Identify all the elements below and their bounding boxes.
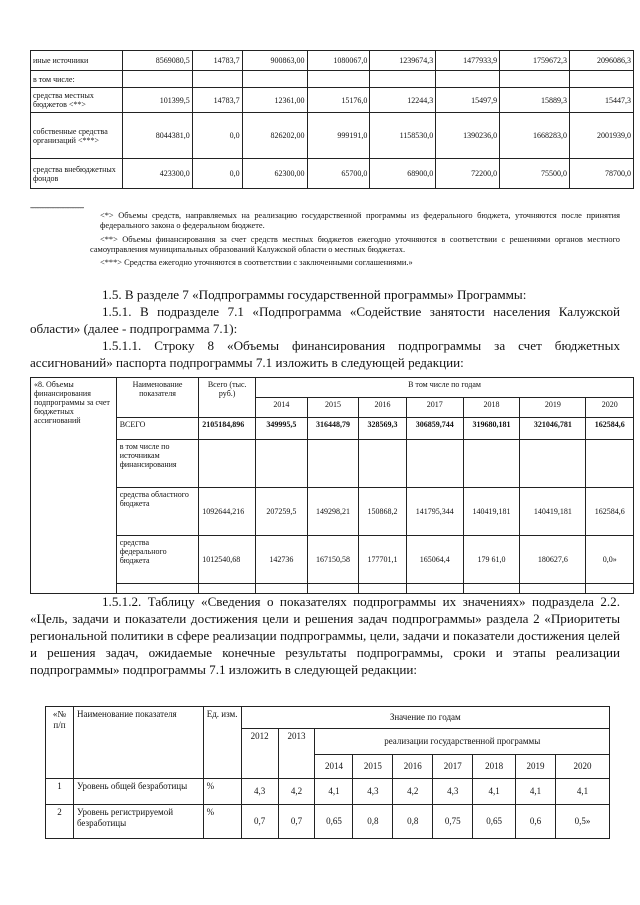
table-row xyxy=(31,536,634,584)
table-row xyxy=(46,805,610,839)
row-label: средства местных бюджетов <**> xyxy=(31,88,123,113)
table-cell: 101399,5 xyxy=(122,88,192,113)
year-header: 2020 xyxy=(556,755,610,779)
year-header: 2020 xyxy=(586,398,634,418)
column-header-name: Наименование показателя xyxy=(116,378,199,418)
table-cell: 14783,7 xyxy=(192,51,242,71)
year-header: 2015 xyxy=(353,755,393,779)
table-cell: 2096086,3 xyxy=(570,51,634,71)
table-cell: 12361,00 xyxy=(242,88,307,113)
year-header: 2017 xyxy=(406,398,463,418)
row-head-funding: «8. Объемы финансирования подпрограммы за счет бюджетных ассигнований xyxy=(31,378,117,594)
row-label: средства внебюджетных фондов xyxy=(31,159,123,189)
table-row xyxy=(31,51,634,71)
table-cell: 75500,0 xyxy=(500,159,570,189)
table-cell: 349995,5 xyxy=(256,418,308,440)
footnote-2: <**> Объемы финансирования за счет средств местных бюджетов ежегодно уточняются в соответствии с решениями органов местного самоуправления муниципальных образований Калужской области о местных бюджетах. xyxy=(90,235,620,254)
table-cell: 2001939,0 xyxy=(570,113,634,159)
year-header: 2014 xyxy=(256,398,308,418)
table-cell: 72200,0 xyxy=(436,159,500,189)
column-header-name: Наименование показателя xyxy=(73,707,203,779)
table-cell: 65700,0 xyxy=(307,159,370,189)
table-cell: 0,0 xyxy=(192,113,242,159)
table-cell: 826202,00 xyxy=(242,113,307,159)
table-cell: 165064,4 xyxy=(406,536,463,584)
table-cell: 1092644,216 xyxy=(199,488,256,536)
table-row xyxy=(31,440,634,488)
table-cell: 1080067,0 xyxy=(307,51,370,71)
paragraph-row-8: 1.5.1.1. Строку 8 «Объемы финансирования подпрограммы за счет бюджетных ассигнований» паспорта подпрограммы 7.1 изложить в следующей редакции: xyxy=(30,338,620,370)
row-label: Уровень общей безработицы xyxy=(73,779,203,805)
table-cell: 14783,7 xyxy=(192,88,242,113)
year-header: 2013 xyxy=(278,729,315,779)
table-cell: 68900,0 xyxy=(370,159,436,189)
table-cell: 162584,6 xyxy=(586,418,634,440)
column-header-unit: Ед. изм. xyxy=(203,707,241,779)
table-cell: 1759672,3 xyxy=(500,51,570,71)
year-header: 2016 xyxy=(359,398,406,418)
row-label: средства федерального бюджета xyxy=(116,536,199,584)
subprogram-funding-table xyxy=(30,377,634,594)
table-cell: 4,1 xyxy=(473,779,516,805)
funding-sources-table xyxy=(30,50,634,189)
table-cell: 0,7 xyxy=(278,805,315,839)
table-cell: 316448,79 xyxy=(307,418,359,440)
column-header-number: «№ п/п xyxy=(46,707,74,779)
table-cell: 423300,0 xyxy=(122,159,192,189)
year-header: 2014 xyxy=(315,755,353,779)
table-row xyxy=(46,779,610,805)
table-cell: 1668283,0 xyxy=(500,113,570,159)
table-cell: 62300,00 xyxy=(242,159,307,189)
table-cell: 319680,181 xyxy=(463,418,520,440)
row-label: средства областного бюджета xyxy=(116,488,199,536)
table-cell: 1390236,0 xyxy=(436,113,500,159)
table-cell: 4,1 xyxy=(315,779,353,805)
table-cell: 15497,9 xyxy=(436,88,500,113)
table-cell: 150868,2 xyxy=(359,488,406,536)
table-cell: 0,8 xyxy=(353,805,393,839)
row-unit: % xyxy=(203,805,241,839)
year-header: 2019 xyxy=(516,755,556,779)
table-cell: 321046,781 xyxy=(520,418,586,440)
table-cell: 162584,6 xyxy=(586,488,634,536)
year-header: 2018 xyxy=(463,398,520,418)
paragraph-section-7: 1.5. В разделе 7 «Подпрограммы государственной программы» Программы: xyxy=(102,287,527,302)
table-cell: 4,2 xyxy=(278,779,315,805)
table-cell: 177701,1 xyxy=(359,536,406,584)
table-row xyxy=(31,88,634,113)
table-cell: 4,3 xyxy=(241,779,278,805)
row-label: Уровень регистрируемой безработицы xyxy=(73,805,203,839)
year-header: 2019 xyxy=(520,398,586,418)
year-header: 2018 xyxy=(473,755,516,779)
row-label: в том числе по источникам финансирования xyxy=(116,440,199,488)
table-row xyxy=(31,488,634,536)
table-row xyxy=(31,418,634,440)
table-cell: 180627,6 xyxy=(520,536,586,584)
table-cell: 140419,181 xyxy=(463,488,520,536)
paragraph-subsection-7-1: 1.5.1. В подразделе 7.1 «Подпрограмма «Содействие занятости населения Калужской области» (далее - подпрограмма 7.1): xyxy=(30,304,620,336)
table-cell: 4,3 xyxy=(433,779,473,805)
table-cell: 4,1 xyxy=(516,779,556,805)
table-cell: 2105184,896 xyxy=(199,418,256,440)
table-cell: 4,1 xyxy=(556,779,610,805)
table-cell: 0,0 xyxy=(192,159,242,189)
table-cell: 140419,181 xyxy=(520,488,586,536)
year-header: 2015 xyxy=(307,398,359,418)
table-cell: 12244,3 xyxy=(370,88,436,113)
table-cell: 306859,744 xyxy=(406,418,463,440)
table-cell: 78700,0 xyxy=(570,159,634,189)
table-cell: 207259,5 xyxy=(256,488,308,536)
table-cell: 141795,344 xyxy=(406,488,463,536)
row-label: ВСЕГО xyxy=(116,418,199,440)
table-cell: 0,75 xyxy=(433,805,473,839)
footnote-1: <*> Объемы средств, направляемых на реализацию государственной программы из федерального бюджета, уточняются после принятия федерального закона о федеральном бюджете. xyxy=(100,211,620,230)
row-number: 1 xyxy=(46,779,74,805)
row-label: иные источники xyxy=(31,51,123,71)
subprogram-indicators-table xyxy=(45,706,610,839)
year-header: 2017 xyxy=(433,755,473,779)
table-cell: 328569,3 xyxy=(359,418,406,440)
footnote-separator: -------------------------------- xyxy=(30,203,84,212)
table-cell: 179 61,0 xyxy=(463,536,520,584)
row-label: в том числе: xyxy=(31,71,123,88)
column-header-values: Значение по годам xyxy=(241,707,609,729)
column-header-years-group: В том числе по годам xyxy=(256,378,634,398)
table-cell: 0,0» xyxy=(586,536,634,584)
table-row xyxy=(31,113,634,159)
paragraph-table-indicators: 1.5.1.2. Таблицу «Сведения о показателях подпрограммы их значениях» подраздела 2.2. «Цель, задачи и показатели достижения цели и решения задач подпрограммы» раздела 2 «Приоритеты региональной политики в сфере реализации подпрограммы, цели, задачи и показатели достижения целей и решения задач, ожидаемые конечные результаты подпрограммы, сроки и этапы реализации подпрограммы» подпрограммы 7.1 изложить в следующей редакции: xyxy=(30,594,620,677)
table-cell: 142736 xyxy=(256,536,308,584)
table-cell: 1158530,0 xyxy=(370,113,436,159)
table-cell: 4,2 xyxy=(393,779,433,805)
table-cell: 15176,0 xyxy=(307,88,370,113)
table-cell: 4,3 xyxy=(353,779,393,805)
row-unit: % xyxy=(203,779,241,805)
table-cell: 0,5» xyxy=(556,805,610,839)
table-row xyxy=(31,71,634,88)
footnote-3: <***> Средства ежегодно уточняются в соответствии с заключенными соглашениями.» xyxy=(100,258,413,267)
table-cell: 8569080,5 xyxy=(122,51,192,71)
table-cell: 0,7 xyxy=(241,805,278,839)
table-cell: 0,65 xyxy=(473,805,516,839)
table-cell: 1012540,68 xyxy=(199,536,256,584)
column-header-total: Всего (тыс. руб.) xyxy=(199,378,256,418)
table-cell: 999191,0 xyxy=(307,113,370,159)
table-cell: 0,65 xyxy=(315,805,353,839)
table-cell: 0,6 xyxy=(516,805,556,839)
row-label: собственные средства организаций <***> xyxy=(31,113,123,159)
year-header: 2012 xyxy=(241,729,278,779)
table-cell: 0,8 xyxy=(393,805,433,839)
table-cell: 15447,3 xyxy=(570,88,634,113)
table-cell: 8044381,0 xyxy=(122,113,192,159)
row-number: 2 xyxy=(46,805,74,839)
table-cell: 149298,21 xyxy=(307,488,359,536)
table-cell: 1239674,3 xyxy=(370,51,436,71)
column-header-implementation: реализации государственной программы xyxy=(315,729,610,755)
table-cell: 1477933,9 xyxy=(436,51,500,71)
table-cell: 167150,58 xyxy=(307,536,359,584)
table-row xyxy=(31,159,634,189)
table-cell: 900863,00 xyxy=(242,51,307,71)
year-header: 2016 xyxy=(393,755,433,779)
table-cell: 15889,3 xyxy=(500,88,570,113)
